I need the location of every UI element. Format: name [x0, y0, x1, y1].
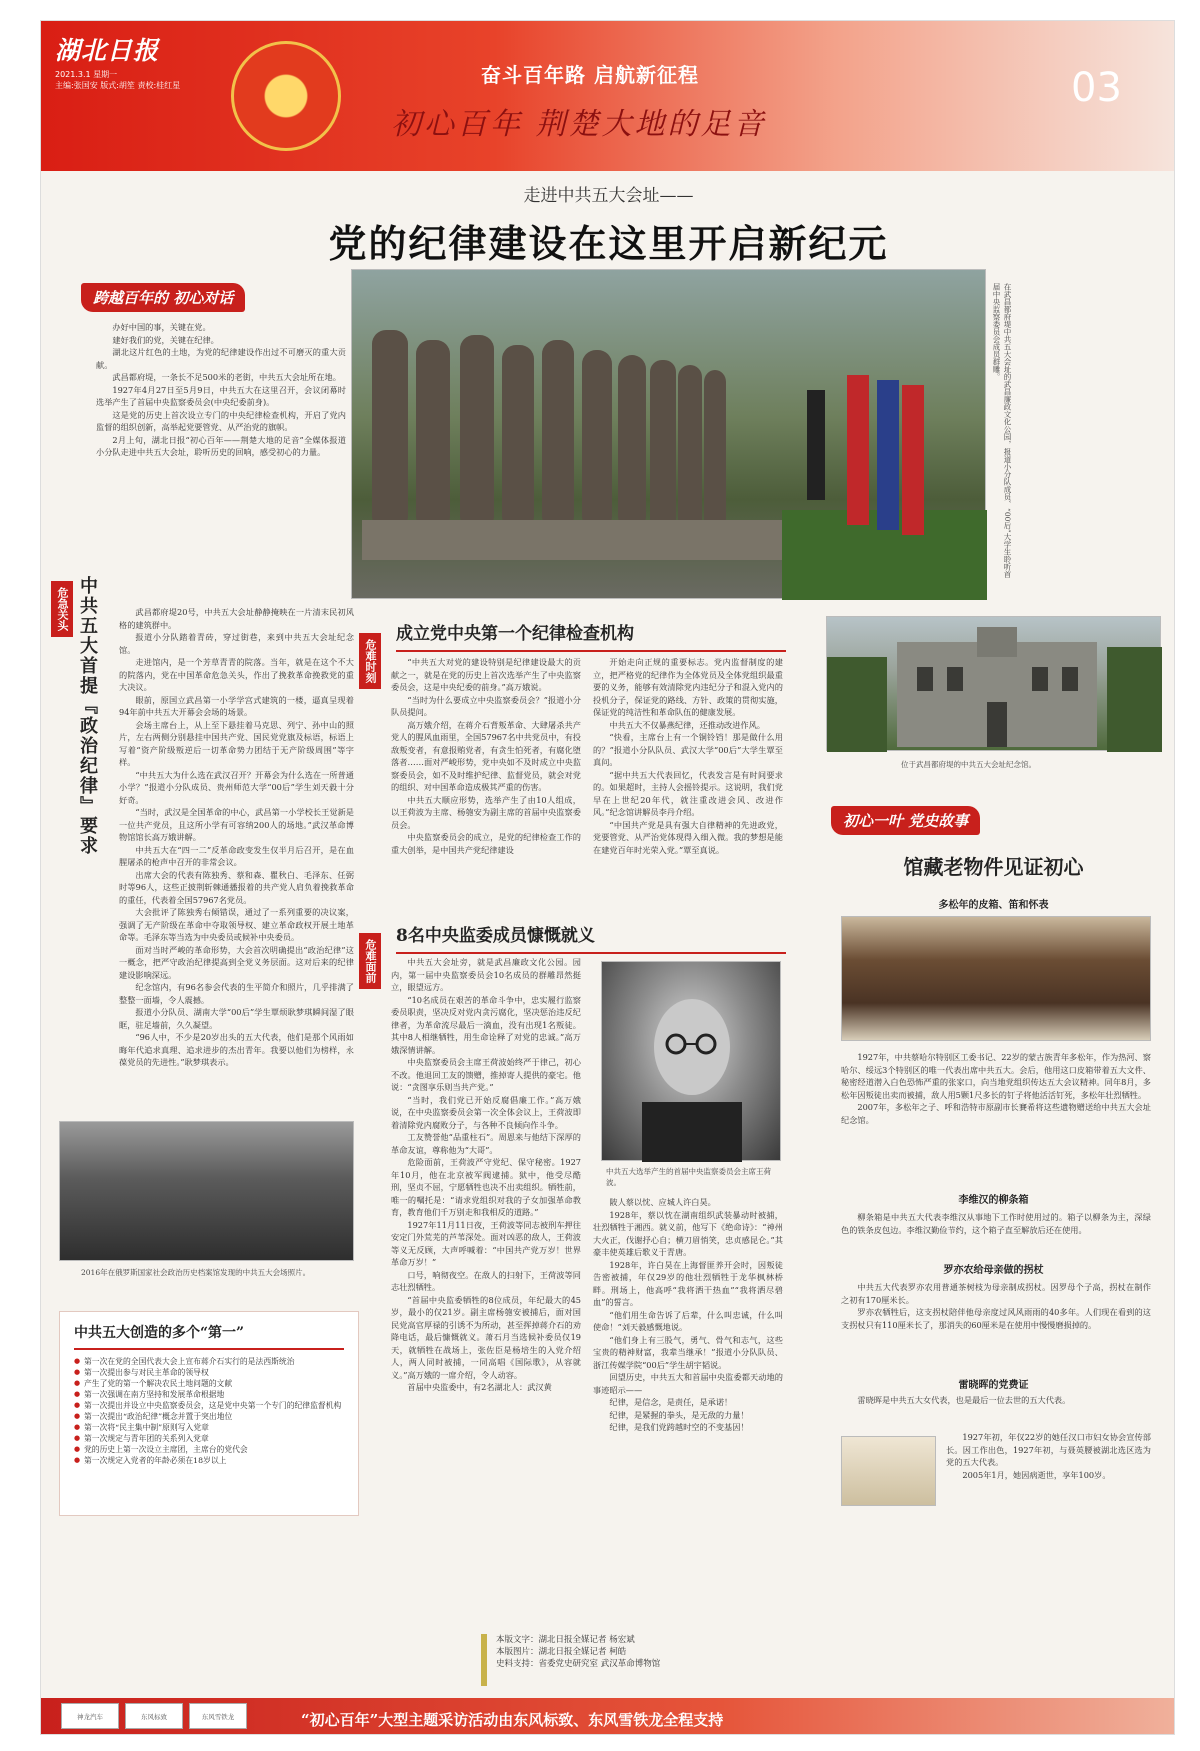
section3-paragraph: “首届中央监委牺牲的8位成员，年纪最大的45岁，最小的仅21岁。副主席杨匏安被捕后，面对国民党高官厚禄的引诱不为所动，甚至挥掉蒋介石的劝降电话，最后慷慨就义。萧石月当选候补委员仅19天，就牺牲在战场上，张佐臣是杨培生的入党介绍人，两人同时被捕，一同高唱《国际歌》，从容就义。”高万娥的一席介绍，令人动容。 — [391, 1294, 581, 1380]
masthead-slogan: 奋斗百年路 启航新征程 — [481, 63, 699, 87]
section2-paragraph: “当时为什么要成立中央监察委员会？”报道小分队员提问。 — [391, 694, 581, 717]
section1-paragraph: 走进馆内，是一个芳草青青的院落。当年，就是在这个不大的院落内，党在中国革命危急关头，作出了挽救革命挽救党的重大决议。 — [119, 657, 354, 692]
section3-paragraph: 纪律，是信念，是责任，是承诺！ — [609, 1397, 733, 1407]
section3-paragraph: 纪律，是我们党跨越时空的不变基因！ — [609, 1422, 749, 1432]
story-tag: 初心一叶 党史故事 — [831, 806, 980, 835]
intro-paragraph: 湖北这片红色的土地，为党的纪律建设作出过不可磨灭的重大贡献。 — [96, 347, 346, 370]
story-title: 馆藏老物件见证初心 — [903, 855, 1084, 879]
section3-title: 8名中央监委成员慷慨就义 — [396, 921, 786, 954]
story-item1-title: 多松年的皮箱、笛和怀表 — [938, 900, 1049, 911]
section1-paragraph: 眼前，原国立武昌第一小学学宫式建筑的一楼，逼真呈现着94年前中共五大开幕会会场的场景。 — [119, 694, 354, 717]
section1-paragraph: 出席大会的代表有陈独秀、蔡和森、瞿秋白、毛泽东、任弼时等96人，这些正披荆斩棘通播报着的共产党人肩负着挽救革命的重任，代表着全国57967名党员。 — [119, 869, 354, 905]
section3-paragraph: “他们用生命告诉了后辈，什么叫忠诚，什么叫使命！”刘天毅感慨地说。 — [593, 1309, 783, 1332]
section1-paragraph: “当时，武汉是全国革命的中心，武昌第一小学校长王觉新是一位共产党员，且这所小学有可容纳200人的场地。”武汉革命博物馆馆长高万娥讲解。 — [119, 807, 354, 842]
story-paragraph: 1927年，中共蔡哈尔特别区工委书记、22岁的蒙古族青年多松年，作为热河、察哈尔、绥远3个特别区的唯一代表出席中共五大。会后，他用这口皮箱带着五大文件、秘密经道潜入白色恐怖严重的张家口，向当地党组织传达五大会议精神。同年8月，多松年因叛徒出卖而被捕，敌人用5颗1尺多长的钉子将他活活钉死，多松年壮烈牺牲。 — [841, 1052, 1151, 1100]
section2-paragraph: “中共五大对党的建设特别是纪律建设最大的贡献之一，就是在党的历史上首次选举产生了中央监察委员会，这是中央纪委的前身。”高万娥说。 — [391, 657, 581, 692]
section2-col2 — [593, 656, 783, 856]
story-item3-title: 罗亦农给母亲做的拐杖 — [943, 1265, 1044, 1276]
intro-paragraph: 武昌都府堤，一条长不足500米的老街，中共五大会址所在地。 — [112, 372, 341, 382]
section2-paragraph: 中共五大不仅暴燕纪律，还推动改进作风。 — [609, 719, 765, 730]
story-paragraph: 1927年初，年仅22岁的她任汉口市妇女协会宣传部长。因工作出色，1927年初，与聂英腰被湖北选区选为党的五大代表。 — [946, 1432, 1151, 1467]
intro-paragraph: 建好我们的党，关键在纪律。 — [112, 334, 219, 345]
story-paragraph: 2007年，多松年之子、呼和浩特市原副市长賽希将这些遗物赠送给中共五大会址纪念馆。 — [841, 1102, 1151, 1125]
section3-paragraph: 口号，响彻夜空。在敌人的扫射下，王荷波等同志壮烈牺牲。 — [391, 1269, 581, 1292]
section3-paragraph: “他们身上有三股气，勇气、骨气和志气，这些宝贵的精神财富，我辈当继承！”报道小分队队员、浙江传媒学院“00后”学生胡宇韬说。 — [593, 1334, 783, 1370]
section3-paragraph: 危险面前，王荷波严守党纪、保守秘密。1927年10月，他在北京被军阀逮捕。狱中，他受尽酷刑，坚贞不屈，宁愿牺牲也决不出卖组织。牺牲前，唯一的嘱托是：“请求党组织对我的子女加强革命教育，教育他们千万别走和我相反的道路。” — [391, 1157, 581, 1217]
intro-tag: 跨越百年的 初心对话 — [81, 283, 245, 312]
credit-line: 史料支持：省委党史研究室 武汉革命博物馆 — [496, 1659, 661, 1669]
section3-paragraph: 中央监察委员会主席王荷波始终严于律己，初心不改。他退回工友的馈赠，推掉寄人提供的豪宅。他说：“贪图享乐则当共产党。” — [391, 1057, 581, 1092]
suitcase-photo — [841, 916, 1151, 1041]
section3-paragraph: 1928年，蔡以忱在湖南组织武装暴动时被捕，壮烈牺牲于湘西。就义前，他写下《绝命诗》：“神州大火正，伐谢抒心自；横刀眉悄笑，忠贞感昆仑。”其豪丰使英雄后歌义于青唐。 — [593, 1209, 783, 1257]
list-item: ● 党的历史上第一次设立主席团，主席台的党代会 — [74, 1444, 344, 1455]
credits-bar — [481, 1634, 487, 1686]
story-item3-text — [841, 1281, 1151, 1331]
story-paragraph: 中共五大代表罗亦农用普通茶树枝为母亲制成拐杖。因罗母个子高，拐杖在制作之初有170厘米长。 — [841, 1282, 1151, 1305]
portrait-photo — [601, 961, 781, 1161]
intro-paragraph: 这是党的历史上首次设立专门的中央纪律检查机构，开启了党内监督的组织创新，高举起党要管党、从严治党的旗帜。 — [96, 409, 346, 432]
list-item: ● 第一次提出并设立中央监察委员会，这是党中央第一个专门的纪律监督机构 — [74, 1400, 344, 1411]
section3-paragraph: 首届中央监委中，有2名湖北人：武汉黄 — [407, 1382, 552, 1392]
section1-paragraph: 纪念馆内，有96名参会代表的生平简介和照片，几乎排满了整整一面墙，令人震撼。 — [119, 982, 354, 1005]
article-kicker: 走进中共五大会址—— — [523, 186, 694, 206]
masthead-banner — [41, 21, 1175, 171]
credit-line: 本版文字：湖北日报全媒记者 杨宏斌 — [496, 1635, 635, 1645]
newspaper-logo: 湖北日报 — [55, 36, 160, 65]
portrait-caption: 中共五大选举产生的首届中央监察委员会主席王荷波。 — [606, 1167, 771, 1187]
firsts-box — [59, 1311, 359, 1516]
section1-paragraph: “中共五大为什么选在武汉召开？开幕会为什么选在一所普通小学？”报道小分队成员、贵州师范大学“00后”学生刘天毅十分好奇。 — [119, 769, 354, 805]
section1-paragraph: 中共五大在“四一二”反革命政变发生仅半月后召开，是在血腥屠杀的枪声中召开的非常会议。 — [119, 844, 354, 867]
list-item: ● 第一次将“民主集中制”原则写入党章 — [74, 1422, 344, 1433]
credit-line: 本版图片：湖北日报全媒记者 柯皓 — [496, 1647, 627, 1657]
sponsor-logo: 东风雪铁龙 — [189, 1703, 247, 1729]
intro-paragraph: 办好中国的事，关键在党。 — [112, 322, 211, 332]
list-item: ● 第一次提出参与对民主革命的领导权 — [74, 1367, 344, 1378]
story-item4-text — [946, 1431, 1151, 1481]
story-paragraph: 2005年1月，她因病逝世，享年100岁。 — [962, 1469, 1111, 1480]
newspaper-page — [40, 20, 1175, 1735]
list-item: ● 产生了党的第一个解决农民土地问题的文献 — [74, 1378, 344, 1389]
list-item: ● 第一次在党的全国代表大会上宣布蒋介石实行的是法西斯统治 — [74, 1356, 344, 1367]
intro-paragraph: 2月上旬，湖北日报“初心百年——荆楚大地的足音”全媒体报道小分队走进中共五大会址，聆听历史的回响，感受初心的力量。 — [96, 434, 346, 457]
section2-col1 — [391, 656, 581, 856]
section1-paragraph: 武昌都府堤20号，中共五大会址静静掩映在一片清末民初风格的建筑群中。 — [119, 607, 354, 630]
story-paragraph: 罗亦农牺牲后，这支拐杖陪伴他母亲度过风风雨雨的40多年。人们现在看到的这支拐杖只有110厘米长了，那消失的60厘米是在使用中慢慢磨损掉的。 — [841, 1307, 1151, 1330]
statue-group-photo — [351, 269, 986, 599]
section1-text — [119, 606, 354, 1069]
section3-col2 — [593, 1196, 783, 1434]
meeting-archive-photo — [59, 1121, 354, 1261]
section1-paragraph: 大会批评了陈独秀右倾错误，通过了一系列重要的决议案，强调了无产阶级在革命中夺取领导权、建立革命政权开展土地革命等。毛泽东等当选为中央委员或候补中央委员。 — [119, 907, 354, 942]
list-item: ● 第一次强调在南方坚持和发展革命根据地 — [74, 1389, 344, 1400]
section1-tag: 危急关头 — [51, 581, 73, 637]
section3-paragraph: “10名成员在艰苦的革命斗争中，忠实履行监察委员职责，坚决反对党内贪污腐化，坚决惩治违反纪律者，为革命流尽最后一滴血，没有出现1名叛徒。其中8人相继牺牲，用生命诠释了对党的忠诚。”高万娥深情讲解。 — [391, 994, 581, 1055]
statue-illustration — [352, 270, 987, 600]
section2-paragraph: 中央监察委员会的成立，是党的纪律检查工作的重大创举，是中国共产党纪律建设 — [391, 832, 581, 855]
sponsor-logo: 东风标致 — [125, 1703, 183, 1729]
section3-tag: 危难面前 — [359, 933, 381, 989]
story-item4-title: 雷晓晖的党费证 — [958, 1380, 1029, 1391]
section2-paragraph: 高万娥介绍，在蒋介石背叛革命、大肆屠杀共产党人的腥风血雨里，全国57967名中共党员中，有投敌叛变者，有意报贿党者，有贪生怕死者，有腐化堕落者……面对严峻形势，党中央如不及时成立中央监察委员会，如不及时维护纪律、监督党员，就会对党的组织、对中国革命造成极其严重的伤害。 — [391, 719, 581, 792]
story-paragraph: 雷晓晖是中共五大女代表，也是最后一位去世的五大代表。 — [857, 1395, 1071, 1405]
story-item2-text — [841, 1211, 1151, 1236]
museum-photo-caption: 位于武昌都府堤的中共五大会址纪念馆。 — [901, 760, 1036, 769]
firsts-title: 中共五大创造的多个“第一” — [74, 1322, 344, 1350]
issue-meta: 2021.3.1 星期一 主编:张国安 版式:胡笙 责校:桂红星 — [55, 70, 181, 90]
story-paragraph: 柳条箱是中共五大代表李维汉从事地下工作时使用过的。箱子以柳条为主，深绿色的铁条皮包边。李维汉勤俭节约，这个箱子直至解放后还在使用。 — [841, 1212, 1151, 1235]
section1-paragraph: 报道小分队员、湖南大学“00后”学生覃烦耿梦琪瞬间湿了眼眶，驻足墙前，久久凝望。 — [119, 1007, 354, 1030]
archive-photo-caption: 2016年在俄罗斯国家社会政治历史档案馆发现的中共五大会场照片。 — [81, 1268, 311, 1277]
section2-paragraph: “中国共产党是具有强大自律精神的先进政党，党要管党、从严治党体现得入细入微。我的梦想是能在建党百年时光荣入党。”覃至真说。 — [593, 819, 783, 855]
section1-paragraph: 会场主席台上，从上至下悬挂着马克思、列宁、孙中山的照片，左右两侧分别悬挂中国共产党、国民党党旗及标语，标语上写着“资产阶级叛逆后一切革命势力团结于无产阶级周围”等字样。 — [119, 719, 354, 767]
section3-paragraph: 中共五大会址旁，就是武昌廉政文化公园。园内，第一届中央监察委员会10名成员的群雕昂然挺立，眼望远方。 — [391, 957, 581, 992]
section3-paragraph: 回望历史，中共五大和首届中央监委都天动地的事迹昭示—— — [593, 1372, 783, 1395]
main-photo-caption: 在武昌都府堤中共五大会址的武昌廉政文化公园，报道小分队成员、“00后”大学生聆听首届中央监察委员会成员群雕。 — [992, 283, 1012, 578]
intro-paragraph: 1927年4月27日至5月9日，中共五大在这里召开，会议闭幕时选举产生了首届中央监察委员会(中央纪委前身)。 — [96, 384, 346, 407]
sponsor-text: “初心百年”大型主题采访活动由东风标致、东风雪铁龙全程支持 — [301, 1711, 724, 1729]
section1-title: 中共五大首提『政治纪律』要求 — [77, 576, 98, 856]
story-item4-intro — [841, 1394, 1151, 1407]
section2-paragraph: “快看，主席台上有一个铜铃铛！那是做什么用的？”报道小分队队员、武汉大学“00后”大学生覃至真问。 — [593, 732, 783, 767]
firsts-list — [74, 1356, 344, 1466]
page-number: 03 — [1071, 65, 1122, 111]
section3-paragraph: “当时，我们党已开始反腐倡廉工作。”高万娥说，在中央监察委员会第一次全体会议上，王荷波即着清除党内腐败分子，与各种不良倾向作斗争。 — [391, 1094, 581, 1130]
section2-paragraph: 中共五大顺应形势，选举产生了由10人组成，以王荷波为主席、杨匏安为副主席的首届中央监察委员会。 — [391, 794, 581, 830]
story-item1-text — [841, 1051, 1151, 1126]
sponsor-logo: 神龙汽车 — [61, 1703, 119, 1729]
section3-paragraph: 陂人蔡以忱、应城人许白昊。 — [609, 1197, 716, 1207]
story-item2-title: 李维汉的柳条箱 — [958, 1195, 1029, 1206]
list-item: ● 第一次规定与青年团的关系列入党章 — [74, 1433, 344, 1444]
section1-paragraph: 报道小分队踏着青砖，穿过街巷，来到中共五大会址纪念馆。 — [119, 632, 354, 655]
membership-card-photo — [841, 1436, 936, 1506]
section2-paragraph: 开始走向正规的重要标志。党内监督制度的建立，把严格党的纪律作为全体党员及全体党组织最重要的义务，能够有效清除党内违纪分子和混入党内的投机分子，保证党的路线、方针、政策的贯彻实施，保证党的纯洁性和革命队伍的健康发展。 — [593, 657, 783, 717]
list-item: ● 第一次规定入党者的年龄必须在18岁以上 — [74, 1455, 344, 1466]
section3-col1 — [391, 956, 581, 1394]
section3-paragraph: 工友赞誉他“品重柱石”。周恩来与他结下深厚的革命友谊，尊称他为“大哥”。 — [391, 1132, 581, 1155]
section1-paragraph: “96人中，不少是20岁出头的五大代表，他们是那个风雨如晦年代追求真理、追求进步的杰出青年。我要以他们为榜样，永葆党员的先进性。”耿梦琪表示。 — [119, 1032, 354, 1067]
section3-paragraph: 1927年11月11日夜，王荷波等同志被刑车押往安定门外荒芜的芦苇深处。面对凶恶的敌人，王荷波等义无反顾，大声呼喊着：“中国共产党万岁！世界革命万岁！” — [391, 1219, 581, 1267]
section2-tag: 危难时刻 — [359, 633, 381, 689]
section3-paragraph: 1928年，许白昊在上海督匪养开会时，因叛徒告密被捕，年仅29岁的他壮烈牺牲于龙华枫林桥畔。刑场上，他高呼“我将洒干热血”“我将洒尽碧血”的誓言。 — [593, 1259, 783, 1307]
masthead-script-title: 初心百年 荆楚大地的足音 — [391, 107, 767, 142]
intro-text — [96, 321, 346, 459]
museum-photo — [826, 616, 1161, 751]
portrait-illustration — [602, 962, 782, 1162]
section2-title: 成立党中央第一个纪律检查机构 — [396, 619, 786, 652]
list-item: ● 第一次提出“政治纪律”概念并置于突出地位 — [74, 1411, 344, 1422]
section1-paragraph: 面对当时严峻的革命形势，大会首次明确提出“政治纪律”这一概念，把严守政治纪律提高到全党义务层面。这对后来的纪律建设影响深远。 — [119, 944, 354, 980]
museum-illustration — [827, 617, 1162, 752]
section3-paragraph: 纪律，是紧握的拳头，是无敌的力量！ — [609, 1409, 749, 1420]
party-emblem-icon — [231, 41, 341, 151]
credits — [496, 1634, 786, 1670]
section2-paragraph: “据中共五大代表回忆，代表发言是有时间要求的。如果超时，主持人会摇铃提示。这说明，我们党早在上世纪20年代，就注重改进会风、改进作风。”纪念馆讲解员李丹介绍。 — [593, 769, 783, 817]
article-headline: 党的纪律建设在这里开启新纪元 — [328, 221, 889, 266]
